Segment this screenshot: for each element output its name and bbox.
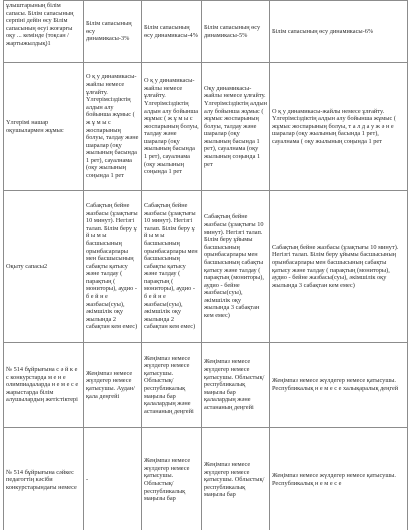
table-cell: [202, 1, 270, 63]
row-label-cell: [4, 191, 84, 343]
table-cell: [142, 428, 202, 530]
cell-text: Үлгерімі нашар оқушылармен жұмыс: [6, 118, 64, 134]
cell-text: О қ у динамикасы-жайлы немесе ұлғайту. Үлгерімсіздіктің алдын алу бойынша жұмыс ( жұмыс жоспарының болуы, т а л д а у ж ә н е шаралар (оқу жылының басында 1 рет), сауалнама ( оқу жылының соңында 1 рет: [272, 107, 396, 145]
table-cell: [142, 1, 202, 63]
cell-text: Жеңімпаз немесе жүлдегер немесе қатысушы. Аудан/ қала деңгейі: [86, 369, 135, 400]
table-row: [4, 63, 408, 191]
cell-text: Сабақтың бейне жазбасы (ұзақтығы 10 минут). Негізгі талап. Білім беру ұ й ы м ы басшысының орынбасарлары мен басшысының сабақты қатысу және талдау ( парақтың ( мониторы), аудио - б е й н е жазбасы(суы), әкімшілік оқу жылында 2 сабақтан кем емес): [86, 201, 138, 331]
cell-text: Жеңімпаз немесе жүлдегер немесе қатысушы. Республикалық н е м е с е халықаралық деңгей: [272, 377, 399, 392]
table-cell: [270, 63, 408, 191]
cell-text: Сабақтың бейне жазбасы (ұзақтығы 10 минут). Негізгі талап. Білім беру ұйымы басшысының орынбасарлары мен басшысының сабақты қатысу және талдау ( парақтың (мониторы), аудио - бейне жазбасы(суы), әкімшілік оқу жылында 3 сабақтан кем емес): [204, 213, 264, 320]
cell-text: Оқу динамикасы-жайлы немесе ұлғайту. Үлгерімсіздіктің алдын алу бойынша жұмыс ( жұмыс жоспарының болуы, талдау және шаралар (оқу жылының басында 1 рет), сауалнама (оқу жылының соңында 1 рет: [204, 84, 267, 168]
cell-text: Оқыту сапасы2: [6, 262, 48, 270]
table-cell: [270, 343, 408, 428]
cell-text: № 514 бұйрығына с ә й к е с конкурстарда м е н е олимпиадаларда н е м е с е жарыстарда білім алушылардың жетістіктері: [6, 366, 79, 404]
table-cell: [270, 428, 408, 530]
cell-text: Жеңімпаз немесе жүлдегер немесе қатысушы. Республикалық н е м е с е: [272, 472, 396, 487]
table-row: [4, 1, 408, 63]
table-cell: [270, 1, 408, 63]
table-cell: [202, 428, 270, 530]
table-cell: [142, 63, 202, 191]
cell-text: Сабақтың бейне жазбасы (ұзақтығы 10 минут). Негізгі талап. Білім беру ұйымы басшысының орынбасарлары мен басшысының сабақты қатысу және талдау ( парақтың (мониторы), аудио - бейне жазбасы(суы), әкімшілік оқу жылында 3 сабақтан кем емес): [272, 243, 399, 289]
cell-text: Жеңімпаз немесе жүлдегер немесе қатысушы. Облыстық/ республикалық маңызы бар: [144, 457, 191, 503]
cell-text: Жеңімпаз немесе жүлдегер немесе қатысушы. Облыстық/ республикалық маңызы бар: [204, 461, 265, 499]
table-cell: [84, 343, 142, 428]
cell-text: Жеңімпаз немесе жүлдегер немесе қатысушы. Облыстық/ республикалық маңызы бар қалалардың және астананың деңгейі: [204, 358, 265, 411]
row-label-cell: [4, 428, 84, 530]
cell-text: Білім сапасының өсу динамикасы-3%: [86, 20, 132, 43]
table-cell: [142, 343, 202, 428]
table-cell: [84, 191, 142, 343]
cell-text: Сабақтың бейне жазбасы (ұзақтығы 10 минут). Негізгі талап. Білім беру ұ й ы м ы басшысының орынбасарлары мен басшысының сабақты қатысу және талдау ( парақтың ( мониторы), аудио - б е й н е жазбасы(суы), әкімшілік оқу жылында 2 сабақтан кем емес): [144, 201, 198, 331]
table-cell: [202, 343, 270, 428]
cell-text: Білім сапасының өсу динамикасы-5%: [204, 23, 261, 39]
table-cell: [270, 191, 408, 343]
table-row: [4, 191, 408, 343]
table-row: [4, 428, 408, 530]
cell-text: ұлыштарының білім сапасы. Білім сапасының серпіні дейін өсу Білім сапасының өсуі жоғарғы оқу ... кемінде (тоқсан /жартыжылдық)1: [6, 2, 74, 47]
table-cell: [202, 191, 270, 343]
table-cell: [202, 63, 270, 191]
criteria-table: [3, 0, 408, 530]
cell-text: Білім сапасының өсу динамикасы-4%: [144, 23, 198, 39]
row-label-cell: [4, 1, 84, 63]
table-cell: [84, 1, 142, 63]
table-cell: [84, 63, 142, 191]
cell-text: -: [86, 476, 89, 484]
cell-text: Жеңімпаз немесе жүлдегер немесе қатысушы. Облыстық/ республикалық маңызы бар қалалардың және астананың деңгейі: [144, 354, 194, 415]
cell-text: Білім сапасының өсу динамикасы-6%: [272, 27, 374, 35]
row-label-cell: [4, 63, 84, 191]
table-cell: [84, 428, 142, 530]
table-cell: [142, 191, 202, 343]
row-label-cell: [4, 343, 84, 428]
cell-text: О қ у динамикасы-жайлы немесе ұлғайту. Үлгерімсіздіктің алдын алу бойынша жұмыс ( ж ұ м ы с жоспарының болуы, талдау және шаралар (оқу жылының басында 1 рет), сауалнама (оқу жылының соңында 1 рет: [144, 77, 199, 176]
cell-text: О қ у динамикасы-жайлы немесе ұлғайту. Үлгерімсіздіктің алдын алу бойынша жұмыс ( ж ұ м ы с жоспарының болуы, талдау және шаралар (оқу жылының басында 1 рет), сауалнама (оқу жылының соңында 1 рет: [86, 73, 139, 180]
cell-text: № 514 бұйрығына сәйкес педагогтің кәсіби конкурстарындағы немесе: [6, 468, 77, 491]
table-row: [4, 343, 408, 428]
